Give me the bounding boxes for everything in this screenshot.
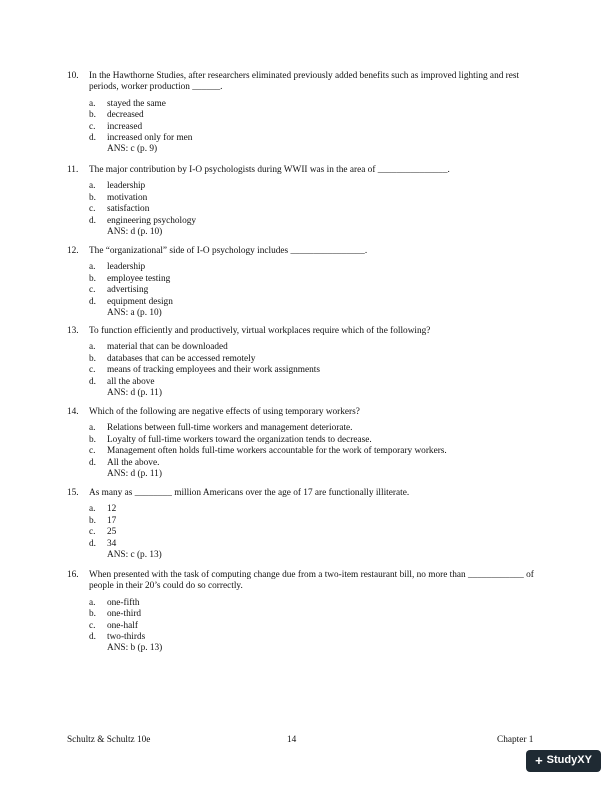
option-text: leadership <box>107 181 146 192</box>
option-b <box>89 110 547 121</box>
option-c <box>89 285 547 296</box>
option-b <box>89 274 547 285</box>
option-text: 25 <box>107 527 117 538</box>
option-letter: a. <box>89 98 96 109</box>
option-a <box>89 423 547 434</box>
answer-key: ANS: d (p. 10) <box>107 227 163 238</box>
option-text: increased only for men <box>107 133 193 144</box>
option-b <box>89 354 547 365</box>
option-letter: c. <box>89 121 96 132</box>
options-list <box>89 181 547 227</box>
option-text: means of tracking employees and their work assignments <box>107 365 320 376</box>
option-a <box>89 342 547 353</box>
option-text: 12 <box>107 504 117 515</box>
option-text: one-fifth <box>107 597 140 608</box>
option-letter: b. <box>89 353 96 364</box>
option-letter: d. <box>89 632 96 643</box>
question-stem <box>67 326 547 337</box>
question-13 <box>67 326 547 399</box>
option-letter: c. <box>89 285 96 296</box>
option-letter: b. <box>89 110 96 121</box>
question-number: 13. <box>67 326 79 336</box>
option-letter: d. <box>89 376 96 387</box>
option-d <box>89 458 547 469</box>
option-letter: a. <box>89 342 96 353</box>
question-text: When presented with the task of computing change due from a two-item restaurant bill, no more than ____________ of people in their 20’s could do so correctly. <box>89 570 534 592</box>
option-b <box>89 435 547 446</box>
option-c <box>89 621 547 632</box>
question-number: 15. <box>67 488 79 498</box>
option-text: increased <box>107 121 143 132</box>
option-b <box>89 516 547 527</box>
option-text: equipment design <box>107 296 173 307</box>
page-number: 14 <box>287 735 297 745</box>
question-15 <box>67 488 547 561</box>
option-text: Relations between full-time workers and management deteriorate. <box>107 423 353 434</box>
option-letter: a. <box>89 597 96 608</box>
option-text: 34 <box>107 538 117 549</box>
question-11 <box>67 165 547 238</box>
option-text: one-third <box>107 609 142 620</box>
option-d <box>89 539 547 550</box>
question-text: To function efficiently and productively, virtual workplaces require which of the following? <box>89 326 431 336</box>
option-text: employee testing <box>107 273 171 284</box>
option-text: two-thirds <box>107 632 146 643</box>
question-stem <box>67 407 547 418</box>
option-c <box>89 365 547 376</box>
option-letter: c. <box>89 365 96 376</box>
option-letter: d. <box>89 215 96 226</box>
option-c <box>89 527 547 538</box>
options-list <box>89 598 547 644</box>
question-number: 14. <box>67 407 79 417</box>
question-stem <box>67 71 547 94</box>
answer-key: ANS: b (p. 13) <box>107 643 163 654</box>
option-letter: c. <box>89 446 96 457</box>
option-d <box>89 632 547 643</box>
question-stem <box>67 165 547 176</box>
answer-key: ANS: c (p. 13) <box>107 550 162 561</box>
option-text: one-half <box>107 620 138 631</box>
option-text: material that can be downloaded <box>107 342 228 353</box>
option-letter: b. <box>89 609 96 620</box>
question-12 <box>67 246 547 319</box>
option-text: advertising <box>107 285 149 296</box>
question-stem <box>67 488 547 499</box>
option-b <box>89 193 547 204</box>
option-c <box>89 204 547 215</box>
option-d <box>89 216 547 227</box>
option-d <box>89 297 547 308</box>
option-a <box>89 504 547 515</box>
option-text: engineering psychology <box>107 215 197 226</box>
option-letter: b. <box>89 273 96 284</box>
option-letter: c. <box>89 620 96 631</box>
option-d <box>89 377 547 388</box>
question-number: 16. <box>67 570 79 580</box>
option-text: Management often holds full-time workers accountable for the work of temporary workers. <box>107 446 447 457</box>
option-text: satisfaction <box>107 204 150 215</box>
option-d <box>89 133 547 144</box>
option-text: decreased <box>107 110 144 121</box>
question-14 <box>67 407 547 480</box>
option-text: stayed the same <box>107 98 166 109</box>
option-letter: d. <box>89 296 96 307</box>
options-list <box>89 504 547 550</box>
option-letter: c. <box>89 527 96 538</box>
footer-right: Chapter 1 <box>497 735 534 745</box>
question-stem <box>67 570 547 593</box>
options-list <box>89 342 547 388</box>
question-text: Which of the following are negative effects of using temporary workers? <box>89 407 360 417</box>
option-text: 17 <box>107 515 117 526</box>
option-letter: b. <box>89 434 96 445</box>
option-letter: d. <box>89 133 96 144</box>
options-list <box>89 423 547 469</box>
plus-icon: + <box>535 753 543 769</box>
question-16 <box>67 570 547 655</box>
option-letter: d. <box>89 538 96 549</box>
option-text: databases that can be accessed remotely <box>107 353 256 364</box>
option-text: Loyalty of full-time workers toward the organization tends to decrease. <box>107 434 372 445</box>
answer-key: ANS: d (p. 11) <box>107 469 162 480</box>
question-10 <box>67 71 547 156</box>
option-a <box>89 598 547 609</box>
option-letter: d. <box>89 457 96 468</box>
options-list <box>89 262 547 308</box>
question-text: As many as ________ million Americans over the age of 17 are functionally illiterate. <box>89 488 410 498</box>
option-letter: a. <box>89 423 96 434</box>
brand-label: StudyXY <box>546 754 592 767</box>
option-letter: b. <box>89 192 96 203</box>
option-a <box>89 262 547 273</box>
footer-left: Schultz & Schultz 10e <box>67 735 151 745</box>
question-number: 12. <box>67 246 79 256</box>
option-letter: a. <box>89 262 96 273</box>
option-letter: c. <box>89 204 96 215</box>
question-number: 10. <box>67 71 79 81</box>
option-a <box>89 181 547 192</box>
question-stem <box>67 246 547 257</box>
question-text: In the Hawthorne Studies, after researchers eliminated previously added benefits such as improved lighting and rest periods, worker production ______. <box>89 71 520 93</box>
answer-key: ANS: a (p. 10) <box>107 308 162 319</box>
option-text: leadership <box>107 262 146 273</box>
option-c <box>89 122 547 133</box>
option-letter: b. <box>89 515 96 526</box>
question-text: The “organizational” side of I-O psychology includes ________________. <box>89 246 368 256</box>
option-letter: a. <box>89 181 96 192</box>
option-a <box>89 99 547 110</box>
answer-key: ANS: d (p. 11) <box>107 388 162 399</box>
option-text: All the above. <box>107 457 160 468</box>
option-text: all the above <box>107 376 155 387</box>
options-list <box>89 99 547 145</box>
studyxy-badge[interactable] <box>526 750 601 772</box>
option-letter: a. <box>89 504 96 515</box>
option-b <box>89 609 547 620</box>
question-number: 11. <box>67 165 79 175</box>
question-text: The major contribution by I-O psychologists during WWII was in the area of _______________. <box>89 165 450 175</box>
answer-key: ANS: c (p. 9) <box>107 144 158 155</box>
option-text: motivation <box>107 192 148 203</box>
option-c <box>89 446 547 457</box>
